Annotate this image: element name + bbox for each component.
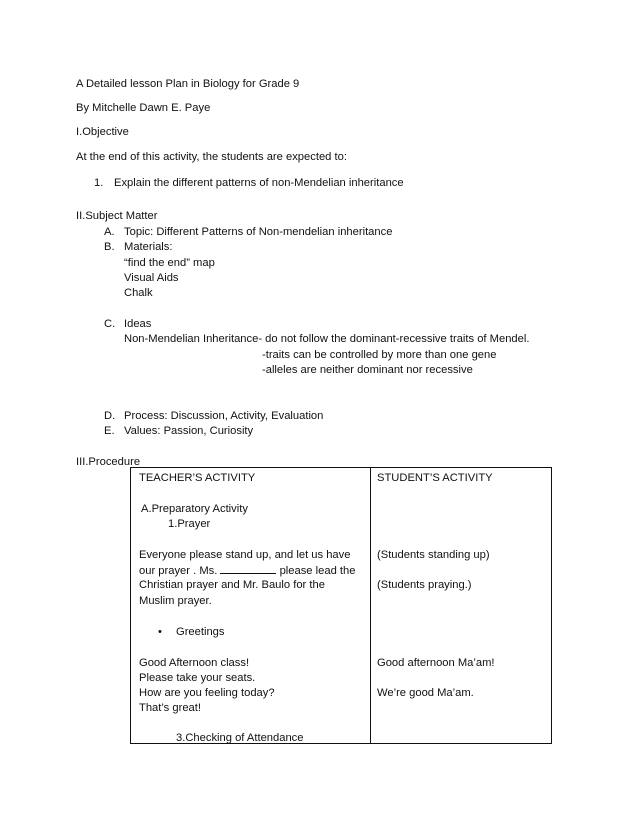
- objective-intro: At the end of this activity, the students are expected to:: [76, 151, 347, 163]
- objective-item-text: Explain the different patterns of non-Mendelian inheritance: [114, 177, 404, 189]
- ideas-sub: -traits can be controlled by more than one gene: [262, 349, 497, 361]
- student-response: Good afternoon Ma’am!: [377, 657, 495, 669]
- list-marker-c: C.: [104, 318, 116, 330]
- objective-item-marker: 1.: [94, 177, 104, 189]
- prayer-line: Everyone please stand up, and let us have: [139, 549, 351, 561]
- procedure-table: [130, 467, 552, 744]
- ideas-label: Ideas: [124, 318, 152, 330]
- materials-label: Materials:: [124, 241, 173, 253]
- prayer-line: Christian prayer and Mr. Baulo for the: [139, 579, 325, 591]
- subject-matter-heading: II.Subject Matter: [76, 210, 158, 222]
- bullet-icon: •: [158, 626, 162, 638]
- greetings-label: Greetings: [176, 626, 225, 638]
- student-activity-header: STUDENT’S ACTIVITY: [377, 472, 493, 484]
- greeting-line: How are you feeling today?: [139, 687, 275, 699]
- student-response: (Students standing up): [377, 549, 490, 561]
- list-marker-e: E.: [104, 425, 115, 437]
- attendance-label: 3.Checking of Attendance: [176, 732, 304, 744]
- preparatory-activity: A.Preparatory Activity: [141, 503, 248, 515]
- list-marker-d: D.: [104, 410, 116, 422]
- list-marker-b: B.: [104, 241, 115, 253]
- ideas-main: Non-Mendelian Inheritance- do not follow the dominant-recessive traits of Mendel.: [124, 333, 530, 345]
- material-item: Visual Aids: [124, 272, 179, 284]
- prayer-line: our prayer . Ms. please lead the: [139, 565, 356, 577]
- material-item: “find the end” map: [124, 257, 215, 269]
- student-response: (Students praying.): [377, 579, 472, 591]
- greeting-line: Good Afternoon class!: [139, 657, 250, 669]
- process-text: Process: Discussion, Activity, Evaluation: [124, 410, 324, 422]
- student-activity-cell: [371, 468, 552, 744]
- document-title: A Detailed lesson Plan in Biology for Grade 9: [76, 78, 300, 90]
- teacher-activity-header: TEACHER’S ACTIVITY: [139, 472, 256, 484]
- ideas-sub: -alleles are neither dominant nor recessive: [262, 364, 473, 376]
- greeting-line: That’s great!: [139, 702, 201, 714]
- prayer-label: 1.Prayer: [168, 518, 211, 530]
- topic-text: Topic: Different Patterns of Non-mendelian inheritance: [124, 226, 393, 238]
- prayer-line: Muslim prayer.: [139, 595, 212, 607]
- list-marker-a: A.: [104, 226, 115, 238]
- objective-heading: I.Objective: [76, 126, 129, 138]
- greeting-line: Please take your seats.: [139, 672, 256, 684]
- blank-line: [220, 563, 276, 574]
- student-response: We’re good Ma’am.: [377, 687, 474, 699]
- values-text: Values: Passion, Curiosity: [124, 425, 254, 437]
- teacher-activity-cell: [131, 468, 371, 744]
- procedure-heading: III.Procedure: [76, 456, 141, 468]
- material-item: Chalk: [124, 287, 153, 299]
- document-author: By Mitchelle Dawn E. Paye: [76, 102, 211, 114]
